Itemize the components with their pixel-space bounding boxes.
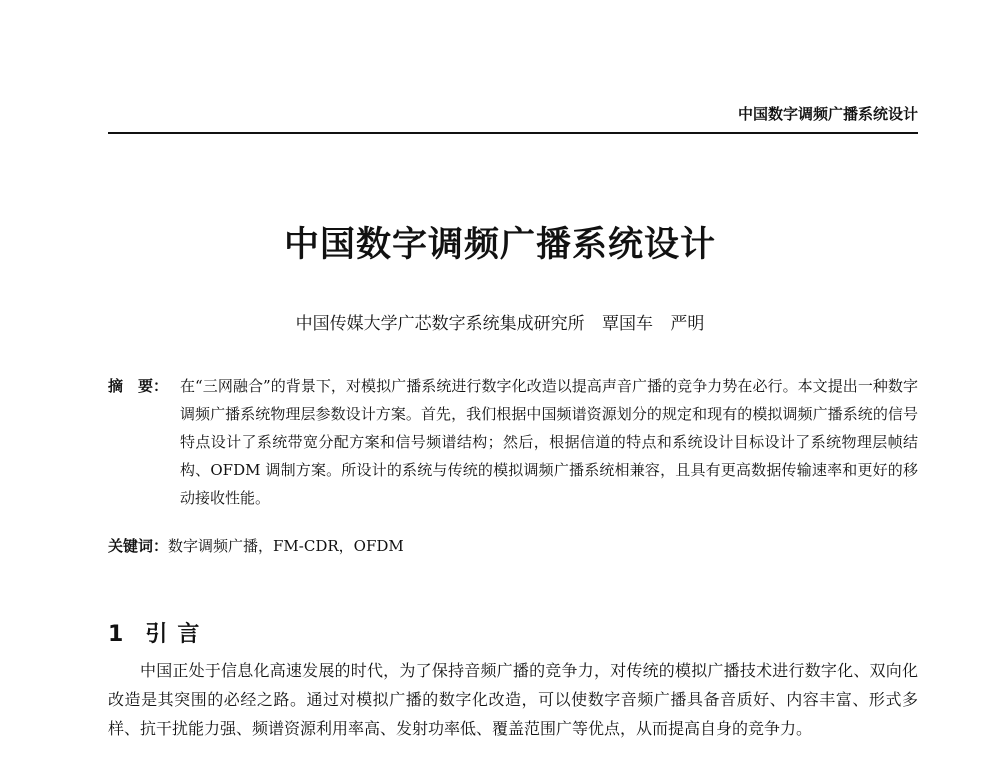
section-heading <box>108 620 209 650</box>
abstract-text: 在“三网融合”的背景下，对模拟广播系统进行数字化改造以提高声音广播的竞争力势在必行。本文提出一种数字调频广播系统物理层参数设计方案。首先，我们根据中国频谱资源划分的规定和现有的模拟调频广播系统的信号特点设计了系统带宽分配方案和信号频谱结构；然后，根据信道的特点和系统设计目标设计了系统物理层帧结构、OFDM 调制方案。所设计的系统与传统的模拟调频广播系统相兼容，且具有更高数据传输速率和更好的移动接收性能。 <box>180 377 918 507</box>
affiliation-line <box>0 312 1000 336</box>
section-title: 引言 <box>145 622 210 647</box>
section-number: 1 <box>108 622 124 647</box>
keywords-text: 数字调频广播，FM-CDR，OFDM <box>168 537 404 555</box>
running-header: 中国数字调频广播系统设计 <box>737 105 918 123</box>
author-1: 覃国车 <box>602 314 653 334</box>
affiliation: 中国传媒大学广芯数字系统集成研究所 <box>295 314 585 334</box>
keywords-label: 关键词： <box>108 537 169 555</box>
header-rule <box>108 132 918 134</box>
body-paragraph: 中国正处于信息化高速发展的时代，为了保持音频广播的竞争力，对传统的模拟广播技术进行数字化、双向化改造是其突围的必经之路。通过对模拟广播的数字化改造，可以使数字音频广播具备音质好、内容丰富、形式多样、抗干扰能力强、频谱资源利用率高、发射功率低、覆盖范围广等优点，从而提高自身的竞争力。 <box>108 661 918 738</box>
abstract <box>108 372 918 512</box>
keywords <box>108 534 918 558</box>
paper-title: 中国数字调频广播系统设计 <box>283 225 716 265</box>
author-2: 严明 <box>670 314 705 334</box>
abstract-label: 摘 要： <box>108 377 169 395</box>
